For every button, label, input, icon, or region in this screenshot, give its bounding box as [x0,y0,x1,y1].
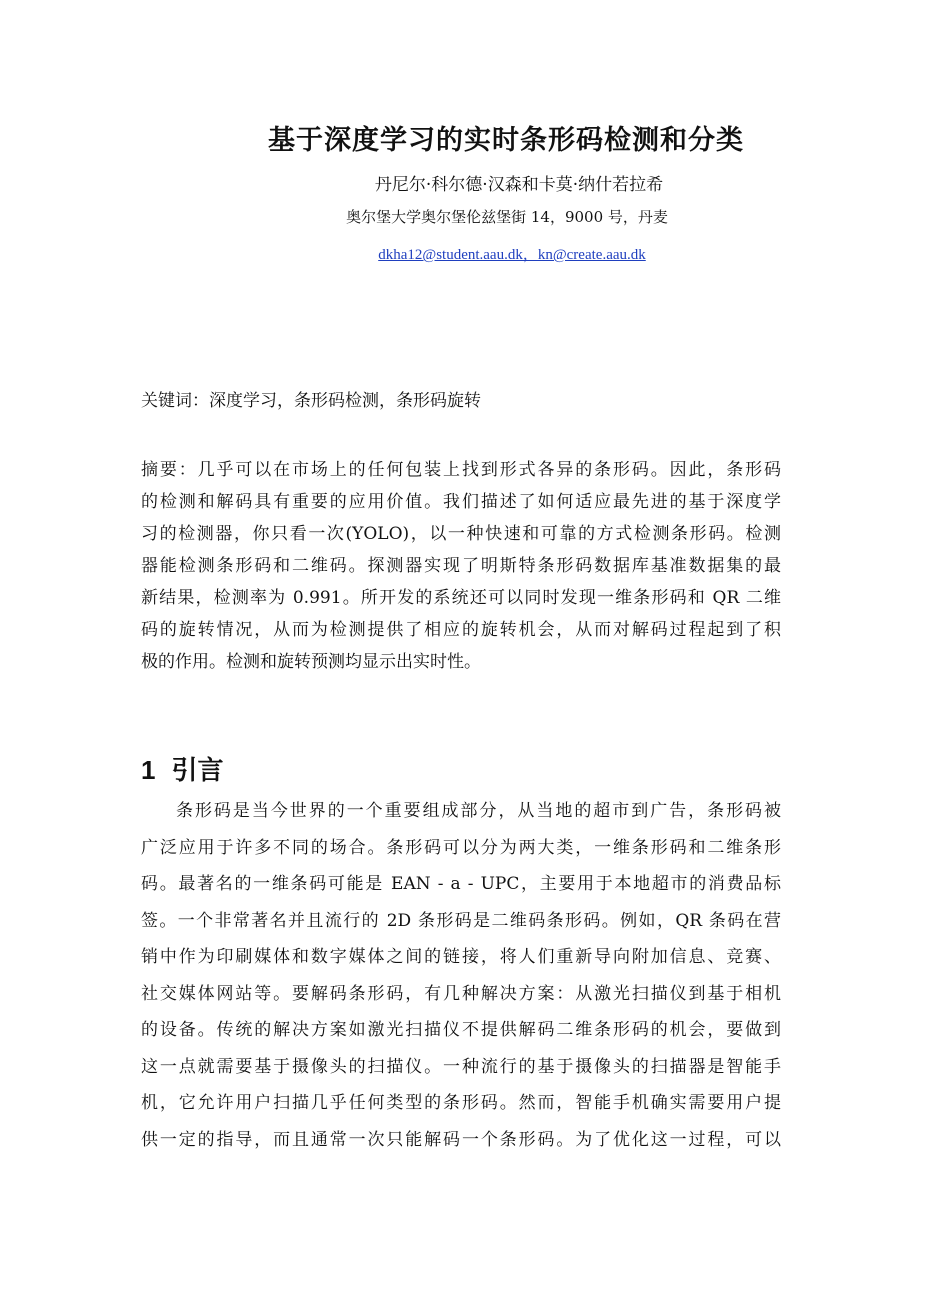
abstract-line: 摘要：几乎可以在市场上的任何包装上找到形式各异的条形码。因此，条形码 [141,460,781,480]
body-line: 这一点就需要基于摄像头的扫描仪。一种流行的基于摄像头的扫描器是智能手 [141,1056,781,1077]
section-heading [141,750,223,787]
body-line: 机，它允许用户扫描几乎任何类型的条形码。然而，智能手机确实需要用户提 [141,1093,781,1113]
paper-title: 基于深度学习的实时条形码检测和分类 [268,125,744,156]
abstract-line: 码的旋转情况，从而为检测提供了相应的旋转机会，从而对解码过程起到了积 [141,620,781,640]
body-line: 广泛应用于许多不同的场合。条形码可以分为两大类，一维条形码和二维条形 [141,837,781,858]
abstract-line: 习的检测器，你只看一次(YOLO)，以一种快速和可靠的方式检测条形码。检测 [141,524,781,544]
abstract-line: 器能检测条形码和二维码。探测器实现了明斯特条形码数据库基准数据集的最 [141,556,781,576]
author-email-links[interactable]: dkha12@student.aau.dk，kn@create.aau.dk [378,247,646,263]
body-line: 签。一个非常著名并且流行的 2D 条形码是二维码条形码。例如，QR 条码在营 [141,910,781,931]
section-title: 引言 [171,755,224,785]
body-line: 社交媒体网站等。要解码条形码，有几种解决方案：从激光扫描仪到基于相机 [141,983,781,1004]
author-list: 丹尼尔·科尔德·汉森和卡莫·纳什若拉希 [374,175,664,195]
abstract-line: 的检测和解码具有重要的应用价值。我们描述了如何适应最先进的基于深度学 [141,492,781,512]
body-line: 供一定的指导，而且通常一次只能解码一个条形码。为了优化这一过程，可以 [141,1129,781,1150]
body-line: 的设备。传统的解决方案如激光扫描仪不提供解码二维条形码的机会，要做到 [141,1020,781,1040]
abstract-line: 新结果，检测率为 0.991。所开发的系统还可以同时发现一维条形码和 QR 二维 [141,588,781,608]
intro-paragraph [141,793,781,1158]
abstract [141,454,781,678]
body-line: 销中作为印刷媒体和数字媒体之间的链接，将人们重新导向附加信息、竞赛、 [141,947,781,967]
affiliation: 奥尔堡大学奥尔堡伦兹堡街 14，9000 号，丹麦 [346,208,668,226]
keywords: 关键词：深度学习，条形码检测，条形码旋转 [141,391,481,411]
section-number: 1 [141,755,156,785]
body-line: 码。最著名的一维条码可能是 EAN - a - UPC，主要用于本地超市的消费品标 [141,874,781,894]
body-line: 条形码是当今世界的一个重要组成部分，从当地的超市到广告，条形码被 [176,801,781,821]
abstract-line: 极的作用。检测和旋转预测均显示出实时性。 [141,652,481,672]
